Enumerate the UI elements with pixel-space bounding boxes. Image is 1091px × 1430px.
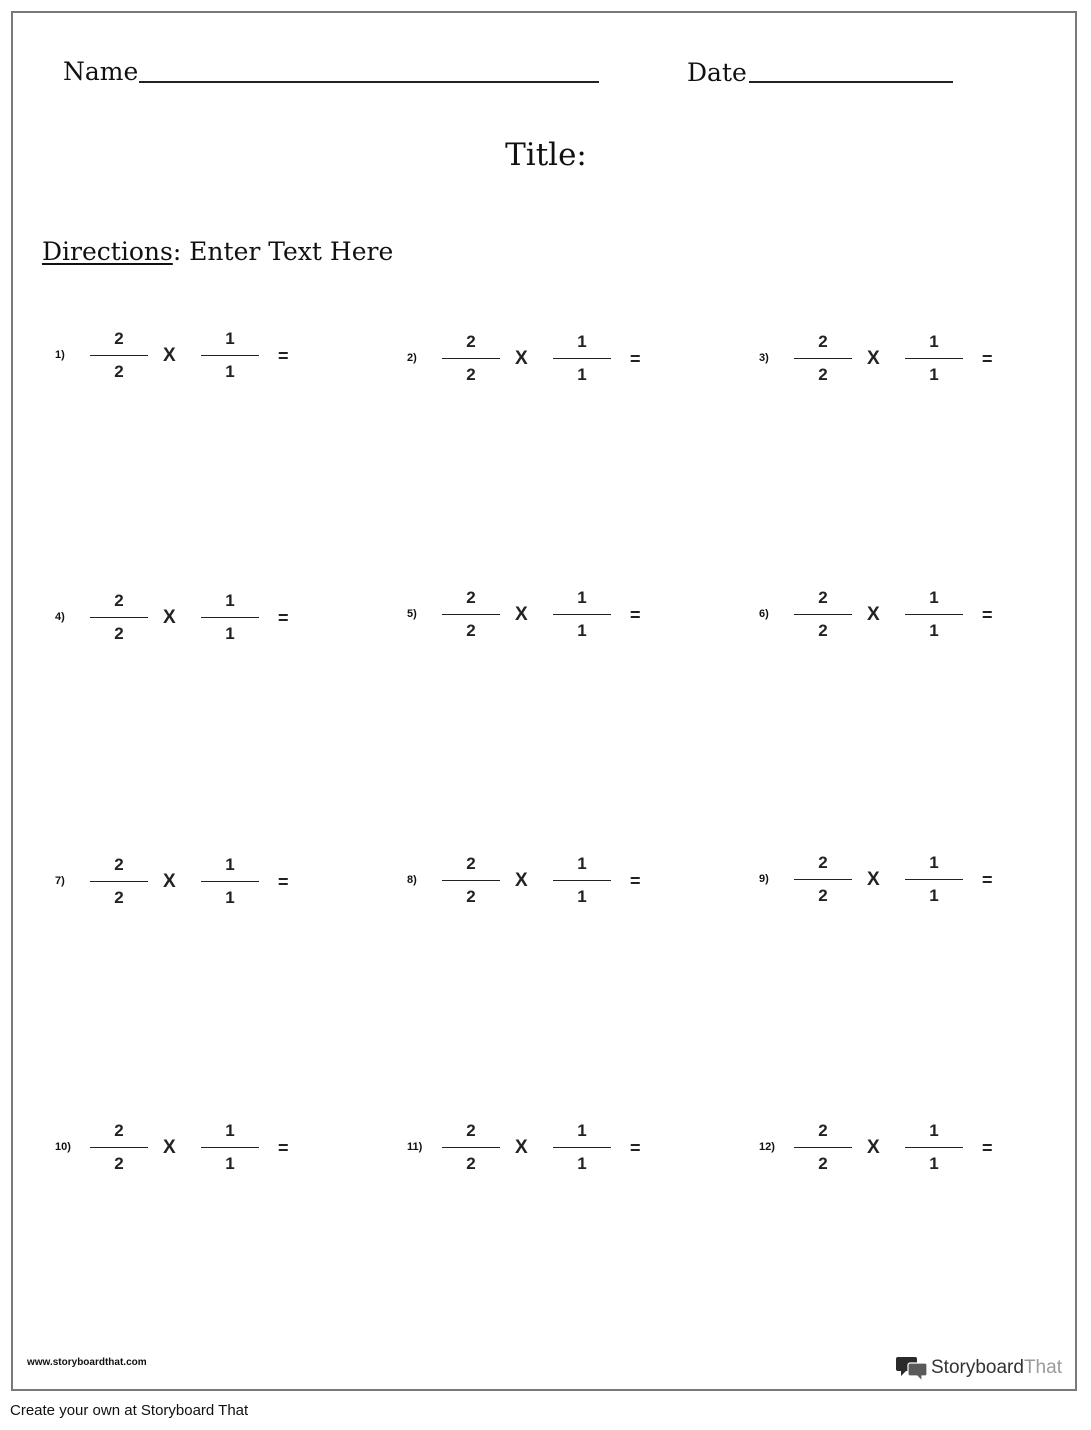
problem-5 <box>407 588 657 648</box>
fraction-b <box>201 329 259 389</box>
fraction-b <box>905 588 963 648</box>
times-sign: X <box>515 348 528 369</box>
numerator: 1 <box>577 1121 587 1140</box>
problem-number: 10) <box>55 1141 71 1153</box>
denominator: 2 <box>114 362 124 381</box>
denominator: 1 <box>929 1154 939 1173</box>
denominator: 1 <box>577 887 587 906</box>
equals-sign: = <box>630 1138 641 1158</box>
fraction-bar <box>553 1147 611 1148</box>
equals-sign: = <box>982 870 993 890</box>
numerator: 1 <box>225 591 235 610</box>
fraction-b <box>201 591 259 651</box>
fraction-bar <box>794 614 852 615</box>
denominator: 1 <box>225 1154 235 1173</box>
denominator: 1 <box>929 365 939 384</box>
problem-number: 11) <box>407 1141 423 1153</box>
times-sign: X <box>163 1137 176 1158</box>
problem-10 <box>55 1121 305 1181</box>
numerator: 1 <box>577 854 587 873</box>
problem-7 <box>55 855 305 915</box>
fraction-bar <box>442 1147 500 1148</box>
date-field-line[interactable] <box>749 81 953 83</box>
page-title: Title: <box>505 137 587 173</box>
denominator: 2 <box>114 1154 124 1173</box>
times-sign: X <box>867 604 880 625</box>
times-sign: X <box>163 871 176 892</box>
credit-line: Create your own at Storyboard That <box>10 1402 249 1419</box>
equals-sign: = <box>630 605 641 625</box>
denominator: 1 <box>225 362 235 381</box>
directions <box>42 237 393 266</box>
problem-11 <box>407 1121 657 1181</box>
denominator: 2 <box>466 621 476 640</box>
fraction-b <box>553 332 611 392</box>
numerator: 2 <box>466 854 476 873</box>
denominator: 2 <box>818 365 828 384</box>
problem-number: 12) <box>759 1141 775 1153</box>
fraction-bar <box>201 617 259 618</box>
fraction-b <box>905 853 963 913</box>
numerator: 1 <box>929 588 939 607</box>
denominator: 1 <box>577 621 587 640</box>
name-label: Name <box>63 57 139 86</box>
numerator: 2 <box>114 591 124 610</box>
problem-1 <box>55 329 305 389</box>
denominator: 2 <box>818 886 828 905</box>
numerator: 2 <box>466 332 476 351</box>
equals-sign: = <box>982 349 993 369</box>
times-sign: X <box>515 604 528 625</box>
times-sign: X <box>867 869 880 890</box>
equals-sign: = <box>982 1138 993 1158</box>
fraction-a <box>442 588 500 648</box>
equals-sign: = <box>982 605 993 625</box>
fraction-bar <box>90 1147 148 1148</box>
fraction-b <box>201 855 259 915</box>
problem-number: 9) <box>759 873 769 885</box>
denominator: 1 <box>225 624 235 643</box>
times-sign: X <box>163 607 176 628</box>
numerator: 1 <box>225 1121 235 1140</box>
fraction-bar <box>442 358 500 359</box>
numerator: 1 <box>929 853 939 872</box>
problem-6 <box>759 588 1009 648</box>
numerator: 2 <box>466 588 476 607</box>
fraction-b <box>553 588 611 648</box>
problem-number: 2) <box>407 352 417 364</box>
problem-12 <box>759 1121 1009 1181</box>
fraction-bar <box>201 1147 259 1148</box>
fraction-a <box>794 588 852 648</box>
fraction-bar <box>90 355 148 356</box>
denominator: 2 <box>818 621 828 640</box>
storyboardthat-logo <box>896 1353 1062 1383</box>
numerator: 1 <box>225 329 235 348</box>
numerator: 1 <box>929 1121 939 1140</box>
fraction-bar <box>442 880 500 881</box>
numerator: 2 <box>818 853 828 872</box>
numerator: 2 <box>818 588 828 607</box>
logo-text-storyboard: Storyboard <box>931 1357 1024 1378</box>
fraction-b <box>905 332 963 392</box>
fraction-bar <box>553 880 611 881</box>
equals-sign: = <box>278 872 289 892</box>
times-sign: X <box>867 1137 880 1158</box>
problem-9 <box>759 853 1009 913</box>
numerator: 2 <box>114 855 124 874</box>
times-sign: X <box>515 1137 528 1158</box>
directions-text: : Enter Text Here <box>172 237 394 266</box>
worksheet-page <box>11 11 1077 1391</box>
fraction-b <box>201 1121 259 1181</box>
numerator: 2 <box>818 332 828 351</box>
times-sign: X <box>163 345 176 366</box>
numerator: 1 <box>929 332 939 351</box>
denominator: 2 <box>466 1154 476 1173</box>
equals-sign: = <box>278 346 289 366</box>
denominator: 2 <box>114 624 124 643</box>
fraction-b <box>553 854 611 914</box>
fraction-bar <box>553 614 611 615</box>
problem-number: 6) <box>759 608 769 620</box>
fraction-bar <box>794 879 852 880</box>
fraction-bar <box>90 617 148 618</box>
denominator: 2 <box>818 1154 828 1173</box>
problem-number: 4) <box>55 611 65 623</box>
fraction-bar <box>905 1147 963 1148</box>
problem-number: 1) <box>55 349 65 361</box>
footer-url: www.storyboardthat.com <box>27 1357 147 1368</box>
denominator: 1 <box>225 888 235 907</box>
equals-sign: = <box>630 349 641 369</box>
denominator: 2 <box>466 365 476 384</box>
denominator: 2 <box>114 888 124 907</box>
problem-number: 5) <box>407 608 417 620</box>
fraction-bar <box>201 355 259 356</box>
denominator: 2 <box>466 887 476 906</box>
fraction-a <box>442 854 500 914</box>
fraction-a <box>794 332 852 392</box>
numerator: 2 <box>818 1121 828 1140</box>
problem-number: 8) <box>407 874 417 886</box>
equals-sign: = <box>278 608 289 628</box>
times-sign: X <box>515 870 528 891</box>
fraction-a <box>90 591 148 651</box>
problem-8 <box>407 854 657 914</box>
numerator: 2 <box>114 329 124 348</box>
fraction-bar <box>794 1147 852 1148</box>
logo-text-that: That <box>1023 1357 1062 1378</box>
times-sign: X <box>867 348 880 369</box>
fraction-bar <box>90 881 148 882</box>
problem-number: 7) <box>55 875 65 887</box>
numerator: 1 <box>577 588 587 607</box>
fraction-a <box>442 332 500 392</box>
fraction-a <box>90 329 148 389</box>
fraction-a <box>794 1121 852 1181</box>
problem-3 <box>759 332 1009 392</box>
fraction-bar <box>794 358 852 359</box>
name-field-line[interactable] <box>139 81 599 83</box>
numerator: 1 <box>577 332 587 351</box>
fraction-bar <box>201 881 259 882</box>
fraction-bar <box>553 358 611 359</box>
fraction-bar <box>905 879 963 880</box>
denominator: 1 <box>577 1154 587 1173</box>
fraction-a <box>442 1121 500 1181</box>
problem-2 <box>407 332 657 392</box>
fraction-a <box>90 1121 148 1181</box>
date-label: Date <box>687 58 747 87</box>
fraction-bar <box>442 614 500 615</box>
equals-sign: = <box>630 871 641 891</box>
fraction-bar <box>905 614 963 615</box>
directions-label: Directions <box>42 237 173 266</box>
problem-number: 3) <box>759 352 769 364</box>
fraction-b <box>905 1121 963 1181</box>
numerator: 2 <box>114 1121 124 1140</box>
denominator: 1 <box>929 621 939 640</box>
fraction-a <box>794 853 852 913</box>
numerator: 2 <box>466 1121 476 1140</box>
denominator: 1 <box>929 886 939 905</box>
numerator: 1 <box>225 855 235 874</box>
fraction-b <box>553 1121 611 1181</box>
speech-bubbles-icon <box>896 1354 928 1382</box>
fraction-a <box>90 855 148 915</box>
denominator: 1 <box>577 365 587 384</box>
fraction-bar <box>905 358 963 359</box>
equals-sign: = <box>278 1138 289 1158</box>
problem-4 <box>55 591 305 651</box>
